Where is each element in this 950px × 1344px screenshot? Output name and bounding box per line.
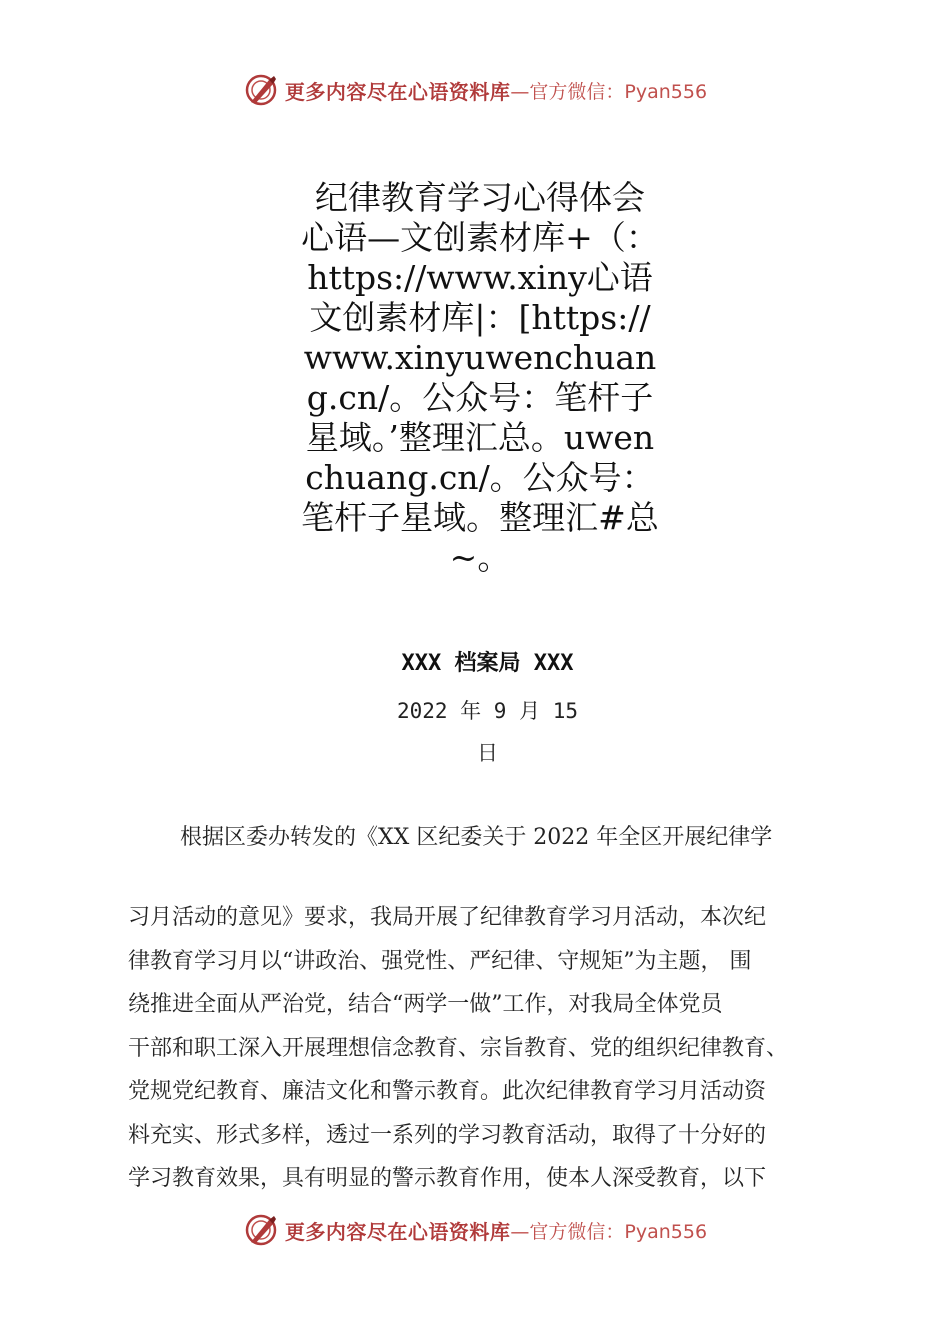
paragraph-first-line: 根据区委办转发的《XX 区纪委关于 2022 年全区开展纪律学	[180, 825, 773, 850]
organization-line: XXX 档案局 XXX	[401, 651, 574, 676]
document-title: 纪律教育学习心得体会心语—文创素材库+（：https://www.xiny心语文创素材库|：[https://www.xinyuwenchuang.cn/。公众号：笔杆子星域。’整理汇总。uwenchuang.cn/。公众号：笔杆子星域。整理汇#总~。	[301, 178, 659, 577]
body-line: 学习教育效果，具有明显的警示教育作用，使本人深受教育，以下	[128, 1166, 767, 1191]
body-line: 律教育学习月以“讲政治、强党性、严纪律、守规矩”为主题， 围	[128, 948, 752, 974]
body-line: 料充实、形式多样，透过一系列的学习教育活动，取得了十分好的	[128, 1122, 767, 1148]
body-line: 绕推进全面从严治党，结合“两学一做”工作，对我局全体党员	[128, 992, 723, 1017]
document-date: 2022 年 9 月 15 日	[396, 699, 579, 765]
body-line: 党规党纪教育、廉洁文化和警示教育。此次纪律教育学习月活动资	[128, 1079, 767, 1104]
banner-main-text: 更多内容尽在心语资料库	[284, 1219, 511, 1244]
footer-banner	[0, 1212, 950, 1248]
banner-main-text: 更多内容尽在心语资料库	[284, 79, 511, 104]
body-line: 习月活动的意见》要求，我局开展了纪律教育学习月活动，本次纪	[128, 905, 767, 930]
pen-nib-circle-icon	[243, 72, 279, 108]
body-line: 干部和职工深入开展理想信念教育、宗旨教育、党的组织纪律教育、	[128, 1035, 789, 1061]
banner-wechat-text: —官方微信：Pyan556	[510, 1220, 708, 1243]
header-banner	[0, 72, 950, 108]
banner-wechat-text: —官方微信：Pyan556	[510, 80, 708, 103]
body-paragraph	[128, 896, 868, 1201]
pen-nib-circle-icon	[243, 1212, 279, 1248]
